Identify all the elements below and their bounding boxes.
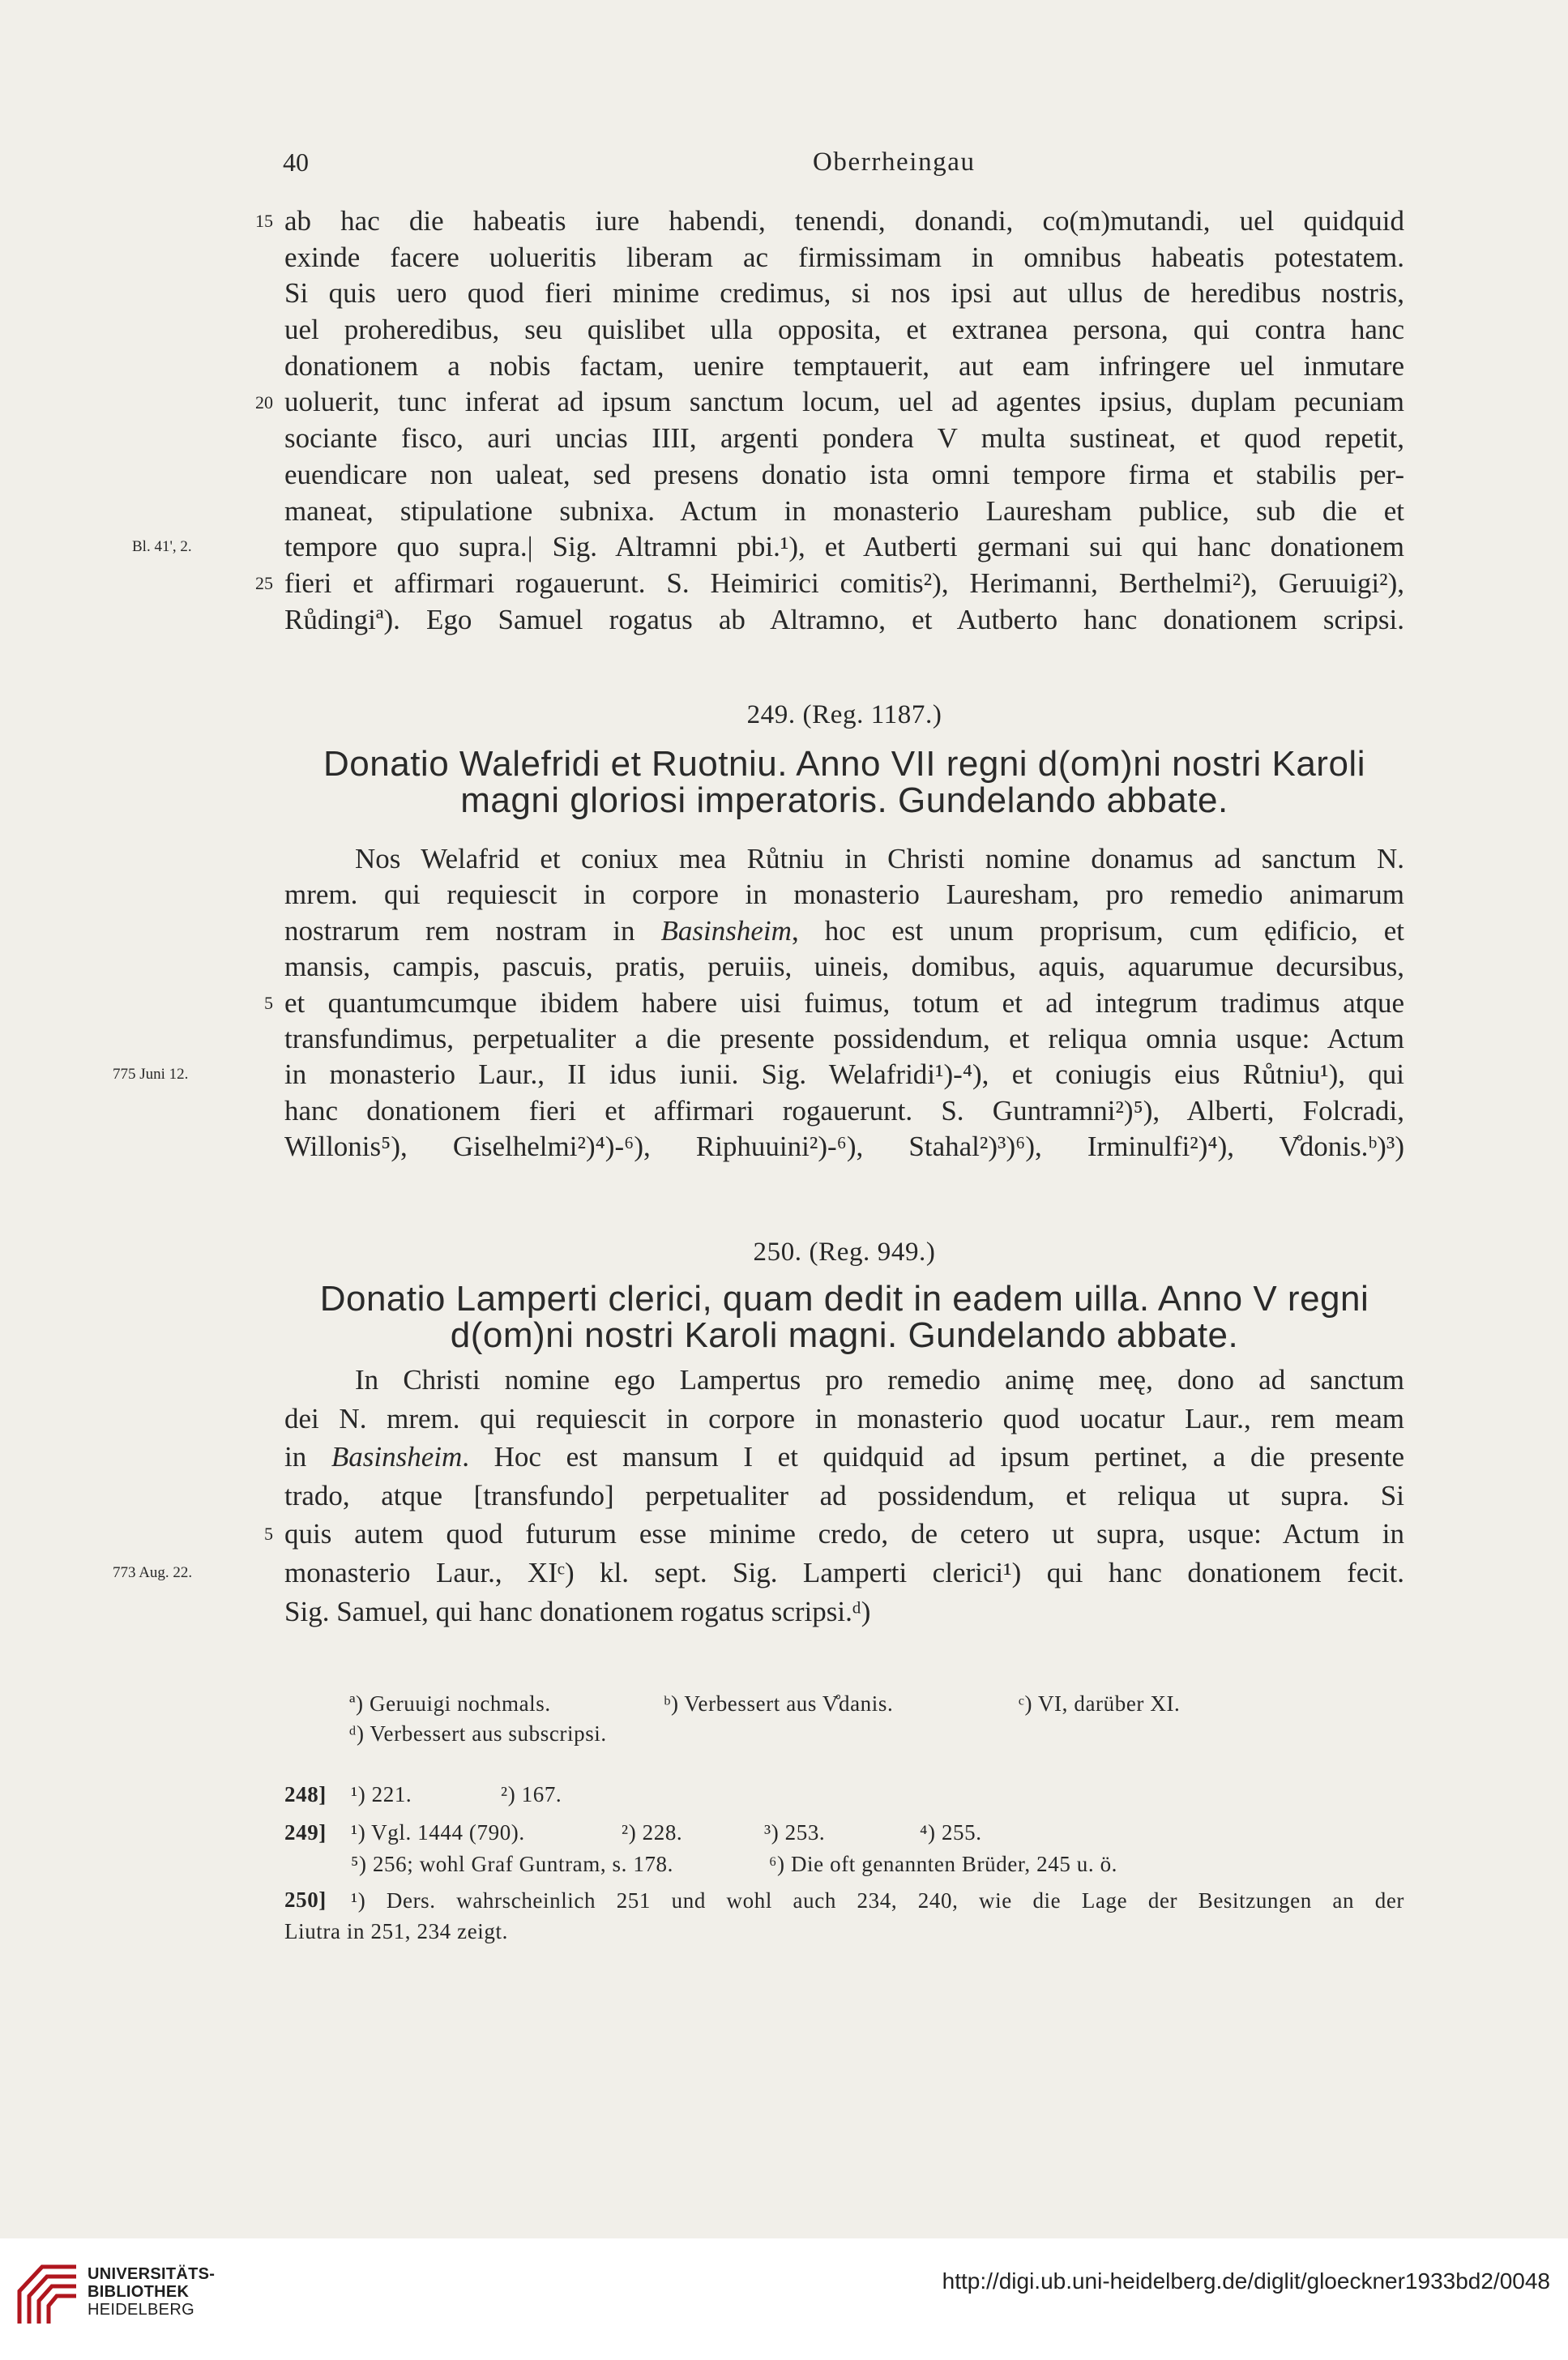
note-item: ³) 253. [764,1820,826,1845]
charter-title [284,746,1404,819]
library-footer-bar [0,2238,1568,2360]
text-line: fieri et affirmari rogauerunt. S. Heimirici comitis²), Herimanni, Berthelmi²), Geruuigi²), [284,566,1404,599]
title-line: Donatio Walefridi et Ruotniu. Anno VII regni d(om)ni nostri Karoli [323,744,1365,784]
text-line: In Christi nomine ego Lampertus pro remedio animę meę, dono ad sanctum [355,1364,1404,1396]
text-line: sociante fisco, auri uncias IIII, argenti pondera V multa sustineat, et quod repetit, [284,422,1404,455]
library-name [88,2265,215,2319]
charter-heading: 250. (Reg. 949.) [753,1238,936,1267]
page-number: 40 [283,148,309,177]
text-line: hanc donationem fieri et affirmari rogauerunt. S. Guntramni²)⁵), Alberti, Folcradi, [284,1094,1404,1127]
footnote-d: ᵈ) Verbessert aus subscripsi. [349,1721,607,1746]
line-number: 5 [264,1524,273,1545]
charter-text [284,841,1404,1165]
text-line: maneat, stipulatione subnixa. Actum in monasterio Lauresham publice, sub die et [284,494,1404,527]
margin-note-date: 775 Juni 12. [113,1066,189,1084]
note-item: ¹) 221. [351,1782,412,1806]
charter-text [284,1361,1404,1631]
charter-248-continuation [0,203,1568,638]
text-line: Sig. Samuel, qui hanc donationem rogatus scripsi.ᵈ) [284,1595,871,1627]
text-segment: , hoc est unum proprisum, cum ędificio, et [791,914,1405,947]
title-line: magni gloriosi imperatoris. Gundelando abbate. [460,780,1228,820]
margin-note-date: 773 Aug. 22. [113,1564,193,1581]
text-line: exinde facere uolueritis liberam ac firmissimam in omnibus habeatis potestatem. [284,241,1404,273]
line-number: 25 [255,573,273,593]
text-line: donationem a nobis factam, uenire temptauerit, aut eam infringere uel inmutare [284,349,1404,382]
margin-note-folio: Bl. 41', 2. [132,538,192,556]
text-segment: nostrarum rem nostram in [284,914,661,947]
library-name-line: UNIVERSITÄTS- [88,2265,216,2283]
place-name: Basinsheim [660,914,792,947]
charter-heading: 249. (Reg. 1187.) [746,700,942,729]
university-library-logo-icon [15,2259,79,2327]
text-line [284,1438,1404,1477]
note-label: 248] [284,1782,327,1806]
text-line: mansis, campis, pascuis, pratis, peruiis, uineis, domibus, aquis, aquarumue decursibus, [284,951,1404,983]
text-line: Willonis⁵), Giselhelmi²)⁴)-⁶), Riphuuini²)-⁶), Stahal²)³)⁶), Irminulfi²)⁴), V̊donis.ᵇ)³) [284,1131,1404,1163]
text-segment: in [284,1441,331,1473]
note-item: ⁴) 255. [920,1820,982,1845]
text-line: et quantumcumque ibidem habere uisi fuimus, totum et ad integrum tradimus atque [284,986,1404,1019]
text-segment: . Hoc est mansum I et quidquid ad ipsum pertinet, a die presente [462,1441,1404,1473]
text-line: quis autem quod futurum esse minime credo, de cetero ut supra, usque: Actum in [284,1518,1404,1550]
charter-text [284,203,1404,638]
note-item: ⁵) 256; wohl Graf Guntram, s. 178. [351,1852,674,1876]
text-line: tempore quo supra.| Sig. Altramni pbi.¹), et Autberti germani sui qui hanc donationem [284,531,1404,563]
library-name-line: HEIDELBERG [88,2301,194,2319]
text-line: dei N. mrem. qui requiescit in corpore in monasterio quod uocatur Laur., rem meam [284,1402,1404,1434]
charter-title [284,1280,1404,1353]
note-item: ²) 228. [622,1820,683,1845]
text-line: mrem. qui requiescit in corpore in monasterio Lauresham, pro remedio animarum [284,879,1404,911]
charter-body [0,841,1568,1165]
note-item: ¹) Vgl. 1444 (790). [351,1820,525,1845]
note-item: ²) 167. [501,1782,562,1806]
note-label: 249] [284,1820,327,1845]
note-label: 250] [284,1888,327,1912]
title-line: d(om)ni nostri Karoli magni. Gundelando abbate. [450,1315,1239,1355]
place-name: Basinsheim [331,1441,463,1473]
permalink-url: http://digi.ub.uni-heidelberg.de/diglit/gloeckner1933bd2/0048 [942,2268,1550,2294]
text-line: uel proheredibus, seu quislibet ulla opposita, et extranea persona, qui contra hanc [284,314,1404,346]
text-line: trado, atque [transfundo] perpetualiter ad possidendum, et reliqua ut supra. Si [284,1479,1404,1511]
footnote-a: ª) Geruuigi nochmals. [349,1691,551,1716]
line-number: 20 [255,391,273,413]
note-item: ⁶) Die oft genannten Brüder, 245 u. ö. [769,1852,1118,1876]
footnote-c: ᶜ) VI, darüber XI. [1019,1691,1181,1716]
text-line: Nos Welafrid et coniux mea Růtniu in Christi nomine donamus ad sanctum N. [355,843,1404,874]
note-text-line: Liutra in 251, 234 zeigt. [284,1919,508,1943]
text-line: transfundimus, perpetualiter a die presente possidendum, et reliqua omnia usque: Actum [284,1022,1404,1054]
line-number: 5 [264,992,273,1013]
text-line: monasterio Laur., XIᶜ) kl. sept. Sig. Lamperti clerici¹) qui hanc donationem fecit. [284,1556,1404,1588]
text-line [284,913,1404,949]
title-line: Donatio Lamperti clerici, quam dedit in eadem uilla. Anno V regni [319,1279,1369,1319]
line-number: 15 [255,211,273,231]
charter-body [0,1361,1568,1631]
library-name-line: BIBLIOTHEK [88,2283,190,2301]
text-line: Si quis uero quod fieri minime credimus, si nos ipsi aut ullus de heredibus nostris, [284,277,1404,310]
text-line: ab hac die habeatis iure habendi, tenendi, donandi, co(m)mutandi, uel quidquid [284,205,1404,237]
text-line: in monasterio Laur., II idus iunii. Sig. Welafridi¹)-⁴), et coniugis eius Růtniu¹), qui [284,1058,1404,1091]
running-title: Oberrheingau [813,148,976,177]
text-line: euendicare non ualeat, sed presens donatio ista omni tempore firma et stabilis per- [284,458,1404,490]
footnote-b: ᵇ) Verbessert aus V̊danis. [664,1691,894,1716]
text-line: uoluerit, tunc inferat ad ipsum sanctum locum, uel ad agentes ipsius, duplam pecuniam [284,386,1404,418]
text-line: Růdingiª). Ego Samuel rogatus ab Altramno, et Autberto hanc donationem scripsi. [284,603,1404,635]
note-text-line: ¹) Ders. wahrscheinlich 251 und wohl auch 234, 240, wie die Lage der Besitzungen an der [351,1888,1404,1913]
